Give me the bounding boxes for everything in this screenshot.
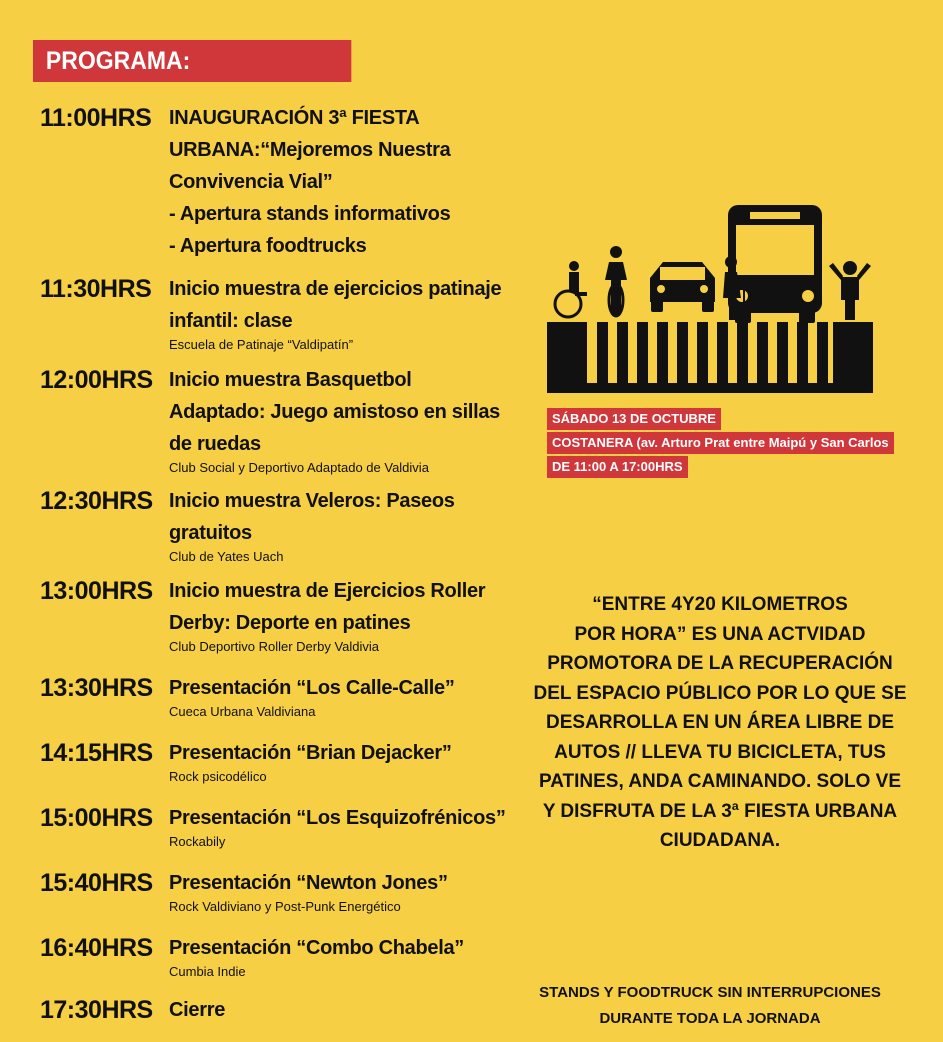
program-header-title: PROGRAMA:	[45, 47, 191, 75]
entry-title: Presentación “Los Esquizofrénicos”	[169, 807, 506, 829]
entry-time: 11:30HRS	[40, 275, 152, 303]
entry-subtitle: Rock Valdiviano y Post-Punk Energético	[169, 899, 401, 914]
entry-title: Inicio muestra de ejercicios patinaje infantil: clase	[169, 278, 502, 332]
entry-subtitle: Club de Yates Uach	[169, 549, 284, 564]
event-hours: DE 11:00 A 17:00HRS	[547, 456, 688, 478]
entry-subtitle: Club Social y Deportivo Adaptado de Valdivia	[169, 460, 429, 475]
footer-note: STANDS Y FOODTRUCK SIN INTERRUPCIONES DURANTE TODA LA JORNADA	[539, 984, 881, 1027]
entry-subtitle: Escuela de Patinaje “Valdipatín”	[169, 337, 354, 352]
entry-title: INAUGURACIÓN 3ª FIESTA URBANA:“Mejoremos Nuestra Convivencia Vial” - Apertura stands informativos - Apertura foodtrucks	[169, 107, 451, 257]
entry-time: 15:00HRS	[40, 804, 153, 832]
street-illustration	[545, 200, 875, 395]
program-header	[33, 40, 351, 82]
entry-subtitle: Cumbia Indie	[169, 964, 246, 979]
entry-title: Cierre	[169, 999, 226, 1021]
entry-time: 15:40HRS	[40, 869, 153, 897]
event-info	[547, 408, 894, 480]
entry-time: 12:30HRS	[40, 487, 153, 515]
entry-title: Presentación “Newton Jones”	[169, 872, 448, 894]
event-location: COSTANERA (av. Arturo Prat entre Maipú y San Carlos	[547, 432, 894, 454]
promo-text: “ENTRE 4Y20 KILOMETROS POR HORA” ES UNA ACTVIDAD PROMOTORA DE LA RECUPERACIÓN DEL ESPACIO PÚBLICO POR LO QUE SE DESARROLLA EN UN ÁREA LIBRE DE AUTOS // LLEVA TU BICICLETA, TUS PATINES, ANDA CAMINANDO. SOLO VE Y DISFRUTA DE LA 3ª FIESTA URBANA CIUDADANA.	[533, 594, 907, 851]
event-date: SÁBADO 13 DE OCTUBRE	[547, 408, 721, 430]
entry-title: Inicio muestra Veleros: Paseos gratuitos	[169, 490, 455, 544]
entry-time: 13:00HRS	[40, 577, 153, 605]
street-scene-icon	[545, 200, 875, 395]
entry-time: 13:30HRS	[40, 674, 153, 702]
entry-time: 12:00HRS	[40, 366, 153, 394]
entry-time: 16:40HRS	[40, 934, 153, 962]
entry-title: Inicio muestra de Ejercicios Roller Derby: Deporte en patines	[169, 580, 486, 634]
entry-title: Presentación “Brian Dejacker”	[169, 742, 452, 764]
entry-time: 14:15HRS	[40, 739, 153, 767]
entry-title: Presentación “Combo Chabela”	[169, 937, 464, 959]
entry-time: 17:30HRS	[40, 996, 153, 1024]
entry-title: Inicio muestra Basquetbol Adaptado: Juego amistoso en sillas de ruedas	[169, 369, 500, 455]
entry-subtitle: Cueca Urbana Valdiviana	[169, 704, 316, 719]
entry-subtitle: Rockabily	[169, 834, 226, 849]
entry-time: 11:00HRS	[40, 104, 152, 132]
entry-subtitle: Club Deportivo Roller Derby Valdivia	[169, 639, 380, 654]
entry-title: Presentación “Los Calle-Calle”	[169, 677, 455, 699]
entry-subtitle: Rock psicodélico	[169, 769, 267, 784]
